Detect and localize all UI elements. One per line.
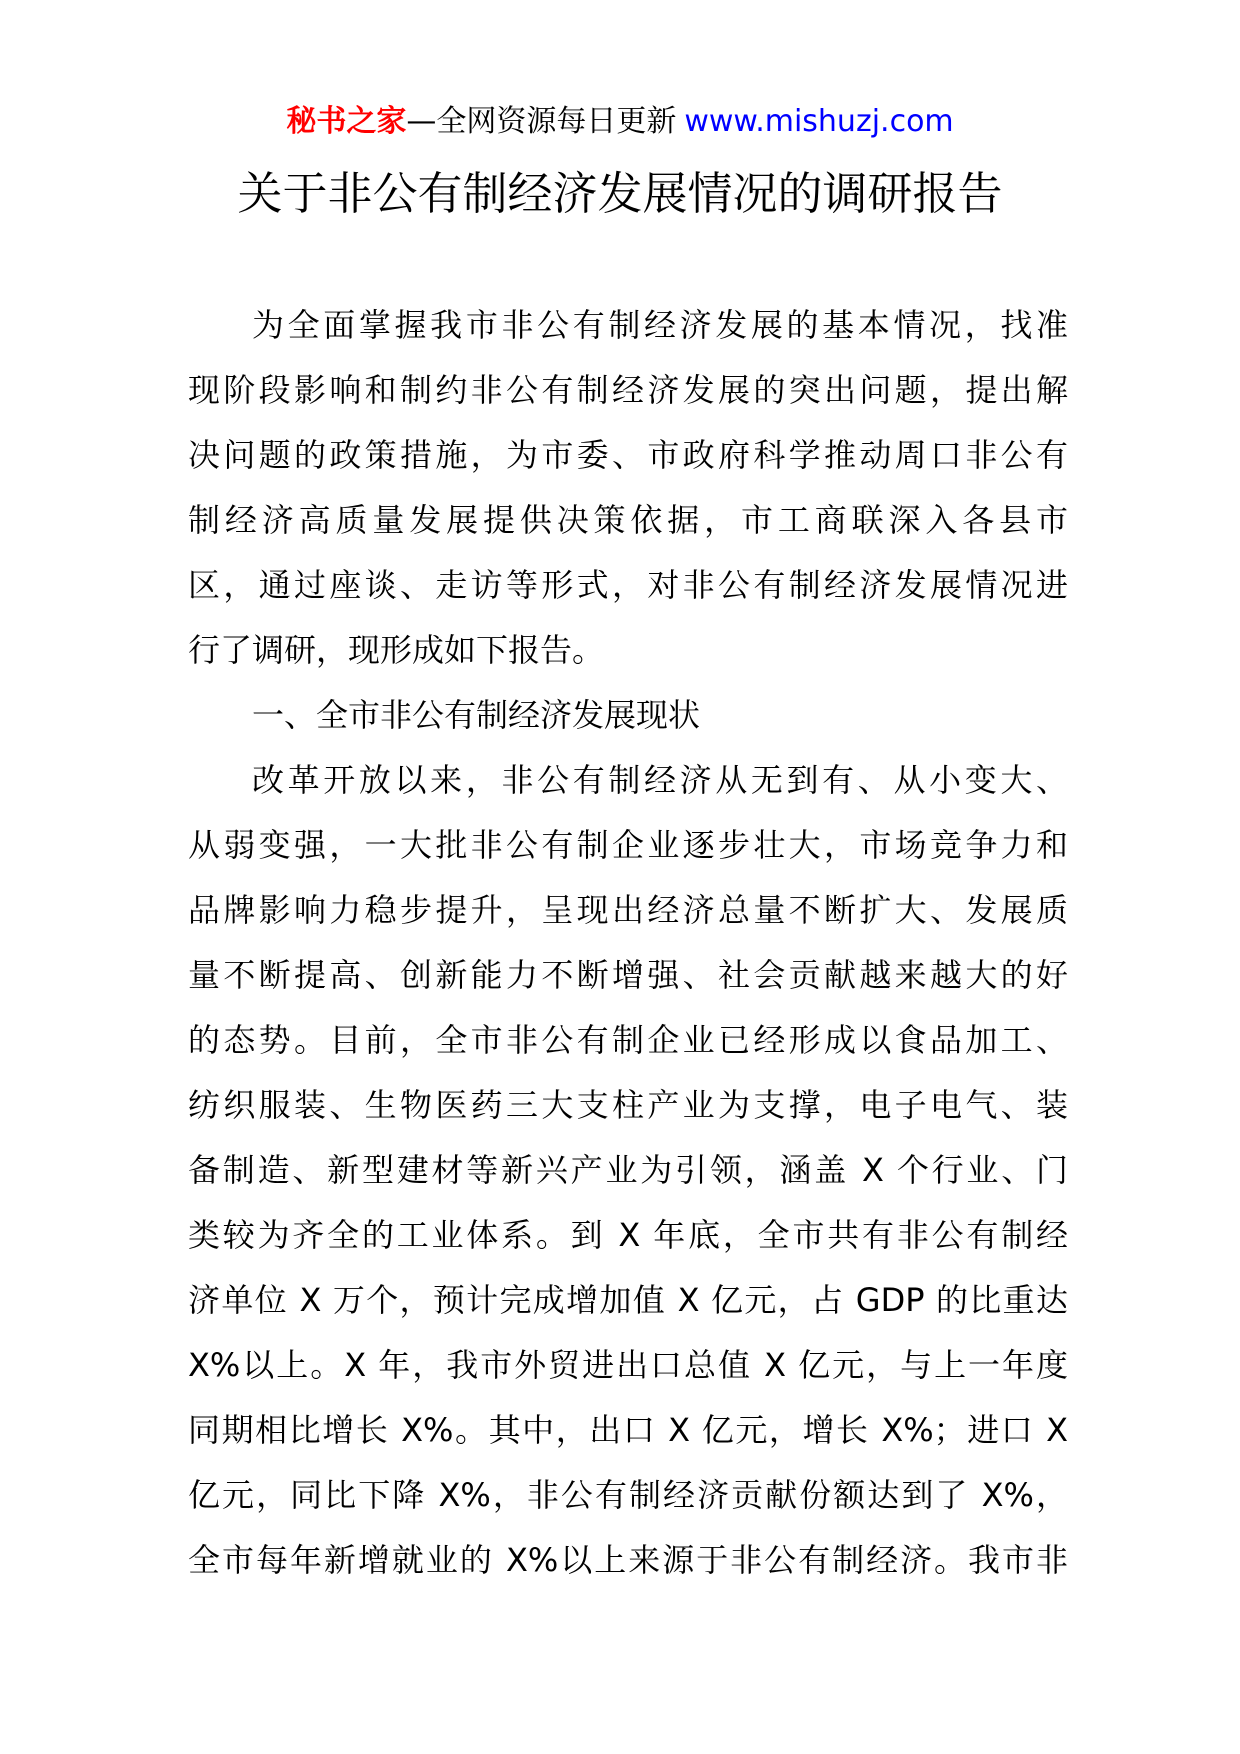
paragraph-line: 决问题的政策措施，为市委、市政府科学推动周口非公有	[188, 436, 1068, 474]
paragraph-line: 量不断提高、创新能力不断增强、社会贡献越来越大的好	[188, 956, 1068, 994]
paragraph-line: 行了调研，现形成如下报告。	[188, 631, 605, 669]
paragraph-line: 纺织服装、生物医药三大支柱产业为支撑，电子电气、装	[188, 1086, 1068, 1124]
paragraph-line: X%以上。X 年，我市外贸进出口总值 X 亿元，与上一年度	[188, 1346, 1068, 1384]
section-heading: 一、全市非公有制经济发展现状	[252, 696, 701, 734]
paragraph-line: 从弱变强，一大批非公有制企业逐步壮大，市场竞争力和	[188, 826, 1068, 864]
site-banner	[0, 100, 1240, 144]
paragraph-line: 济单位 X 万个，预计完成增加值 X 亿元，占 GDP 的比重达	[188, 1281, 1068, 1319]
banner-slogan: —全网资源每日更新	[406, 104, 677, 139]
paragraph-line: 的态势。目前，全市非公有制企业已经形成以食品加工、	[188, 1021, 1068, 1059]
paragraph-line: 现阶段影响和制约非公有制经济发展的突出问题，提出解	[188, 371, 1068, 409]
paragraph-line: 为全面掌握我市非公有制经济发展的基本情况，找准	[252, 306, 1068, 344]
banner-url[interactable]: www.mishuzj.com	[684, 104, 954, 139]
paragraph-line: 改革开放以来，非公有制经济从无到有、从小变大、	[252, 761, 1068, 799]
document-body	[188, 293, 1068, 1593]
paragraph-line: 类较为齐全的工业体系。到 X 年底，全市共有非公有制经	[188, 1216, 1068, 1254]
paragraph-line: 区，通过座谈、走访等形式，对非公有制经济发展情况进	[188, 566, 1068, 604]
paragraph-line: 品牌影响力稳步提升，呈现出经济总量不断扩大、发展质	[188, 891, 1068, 929]
paragraph-line: 制经济高质量发展提供决策依据，市工商联深入各县市	[188, 501, 1068, 539]
document-title: 关于非公有制经济发展情况的调研报告	[237, 167, 1003, 220]
paragraph-line: 同期相比增长 X%。其中，出口 X 亿元，增长 X%；进口 X	[188, 1411, 1068, 1449]
paragraph-line: 亿元，同比下降 X%，非公有制经济贡献份额达到了 X%，	[188, 1476, 1068, 1514]
paragraph-line: 备制造、新型建材等新兴产业为引领，涵盖 X 个行业、门	[188, 1151, 1068, 1189]
banner-brand: 秘书之家	[286, 104, 407, 139]
paragraph-line: 全市每年新增就业的 X%以上来源于非公有制经济。我市非	[188, 1541, 1068, 1579]
